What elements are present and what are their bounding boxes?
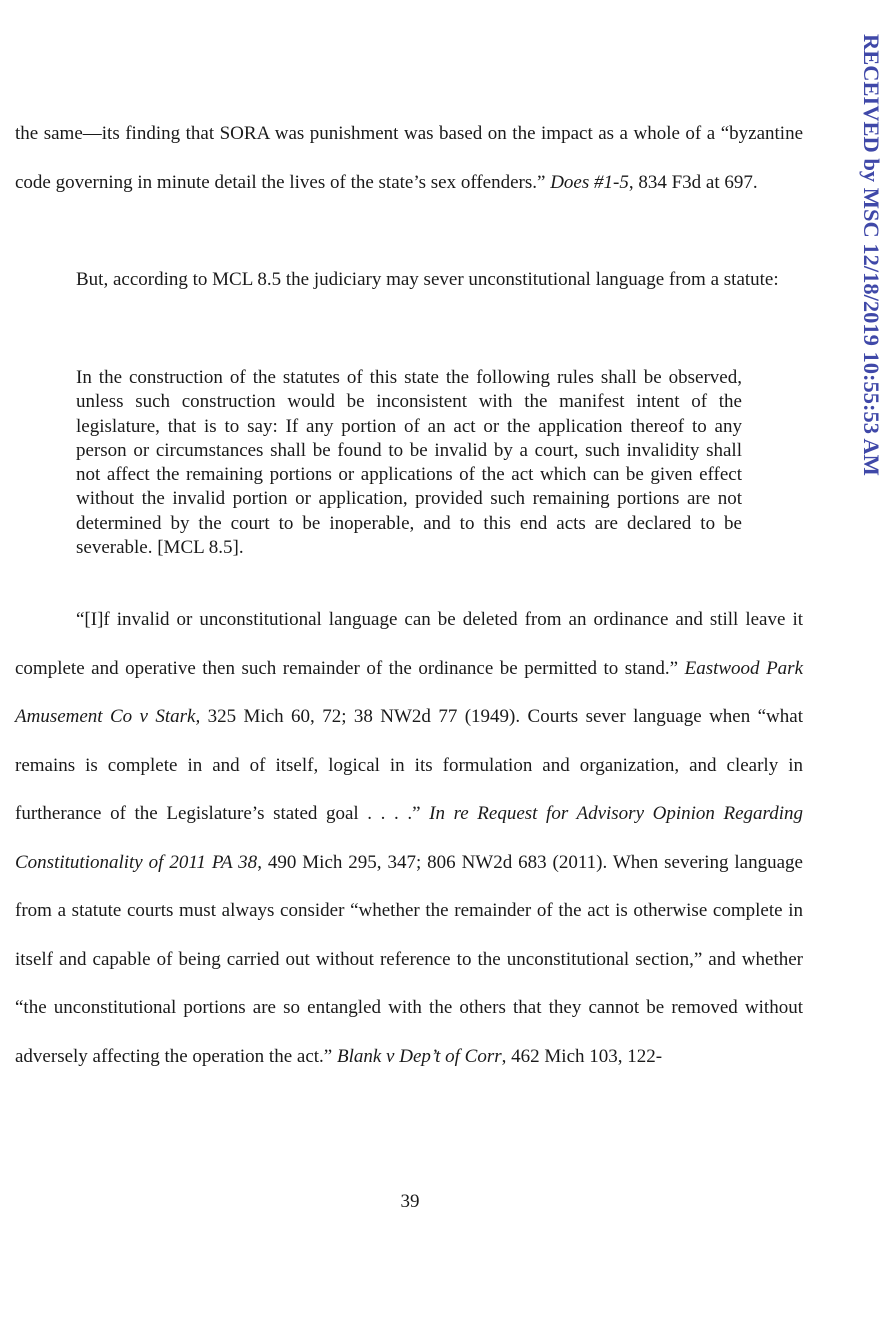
case-citation: Eastwood Park Amusement Co v Stark, xyxy=(15,657,803,727)
paragraph-text: , 834 F3d at 697. xyxy=(628,171,758,193)
paragraph-mcl-sever xyxy=(15,256,803,305)
paragraph-severability xyxy=(15,596,803,1081)
page-number: 39 xyxy=(400,1191,420,1212)
paragraph-text: , 462 Mich 103, 122- xyxy=(501,1045,663,1067)
case-citation: Does #1-5 xyxy=(550,171,629,193)
paragraph-text: the same—its finding that SORA was punishment was based on the impact as a whole of a “byzantine code governing in minute detail the lives of the state’s sex offenders.” xyxy=(15,123,803,193)
case-citation: Blank v Dep’t of Corr xyxy=(336,1045,502,1067)
paragraph-text: But, according to MCL 8.5 the judiciary may sever unconstitutional language from a statute: xyxy=(76,269,779,290)
case-citation: In re Request for Advisory Opinion Regarding Constitutionality of 2011 PA 38 xyxy=(15,803,803,873)
quote-text: In the construction of the statutes of this state the following rules shall be observed, unless such construction would be inconsistent with the manifest intent of the legislature, that is to say: If any portion of an act or the application thereof to any person or circumstances shall be found to be invalid by a court, such invalidity shall not affect the remaining portions or applications of the act which can be given effect without the invalid portion or application, provided such remaining portions are not determined by the court to be inoperable, and to this end acts are declared to be severable. [MCL 8.5]. xyxy=(76,367,742,559)
paragraph-sora-punishment xyxy=(15,110,803,207)
paragraph-text: 325 Mich 60, 72; 38 NW2d 77 (1949). Courts sever language when “what remains is complete in and of itself, logical in its formulation and organization, and clearly in furtherance of the Legislature’s stated goal . . . .” xyxy=(15,706,803,824)
received-stamp: RECEIVED by MSC 12/18/2019 10:55:53 AM xyxy=(859,34,884,476)
block-quote-mcl-8-5 xyxy=(76,366,742,560)
paragraph-text: “[I]f invalid or unconstitutional language can be deleted from an ordinance and still leave it complete and operative then such remainder of the ordinance be permitted to stand.” xyxy=(15,609,803,679)
paragraph-text: , 490 Mich 295, 347; 806 NW2d 683 (2011). When severing language from a statute courts must always consider “whether the remainder of the act is otherwise complete in itself and capable of being carried out without reference to the unconstitutional section,” and whether “the unconstitutional portions are so entangled with the others that they cannot be removed without adversely affecting the operation the act.” xyxy=(15,851,803,1067)
